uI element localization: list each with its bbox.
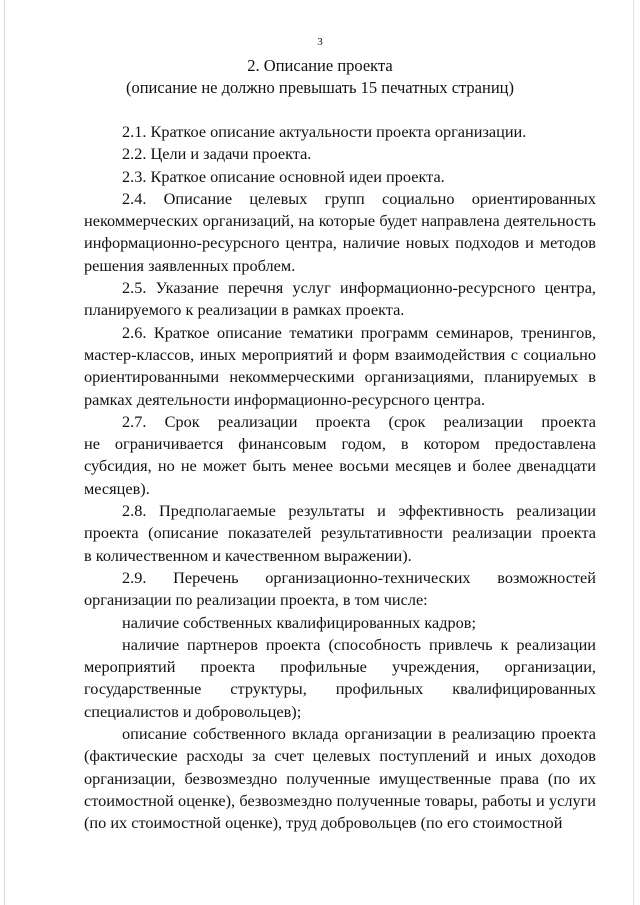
text-line: 2.9. Перечень организационно-технических возможностей xyxy=(122,567,596,587)
paragraph xyxy=(84,634,596,723)
text-line: ориентированными некоммерческими организациями, планируемых в xyxy=(84,367,596,387)
text-line: государственные структуры, профильных квалифицированных xyxy=(84,679,596,699)
scan-edge-right xyxy=(633,0,634,905)
page-number: 3 xyxy=(317,36,323,48)
text-line: (по их стоимостной оценке), труд добровольцев (по его стоимостной xyxy=(84,813,563,833)
text-line: 2.5. Указание перечня услуг информационно-ресурсного центра, xyxy=(122,278,596,298)
text-line: субсидия, но не может быть менее восьми месяцев и более двенадцати xyxy=(84,456,596,476)
paragraph xyxy=(84,500,596,567)
text-line: в количественном и качественном выражении). xyxy=(84,545,412,565)
text-line: 2.1. Краткое описание актуальности проекта организации. xyxy=(122,122,527,141)
paragraph xyxy=(84,612,596,634)
text-line: специалистов и добровольцев); xyxy=(84,701,302,721)
paragraph xyxy=(84,411,596,500)
text-line: наличие партнеров проекта (способность привлечь к реализации xyxy=(122,634,596,654)
text-line: месяцев). xyxy=(84,478,150,498)
text-line: описание собственного вклада организации в реализацию проекта xyxy=(122,724,596,744)
text-line: решения заявленных проблем. xyxy=(84,255,296,275)
text-line: мастер-классов, иных мероприятий и форм взаимодействия с социально xyxy=(84,344,596,364)
paragraph xyxy=(84,143,596,165)
paragraph xyxy=(84,322,596,411)
paragraph xyxy=(84,121,596,143)
paragraph xyxy=(84,567,596,612)
paragraph xyxy=(84,166,596,188)
text-line: проекта (описание показателей результативности реализации проекта xyxy=(84,523,596,543)
paragraph xyxy=(84,723,596,834)
text-line: планируемого к реализации в рамках проекта. xyxy=(84,300,405,320)
scan-edge-left xyxy=(4,0,5,905)
text-line: 2.3. Краткое описание основной идеи проекта. xyxy=(122,166,445,186)
text-line: 2.2. Цели и задачи проекта. xyxy=(122,144,312,164)
paragraph xyxy=(84,188,596,277)
text-line: 2.6. Краткое описание тематики программ семинаров, тренингов, xyxy=(122,322,596,342)
text-line: мероприятий проекта профильные учреждения, организации, xyxy=(84,657,596,677)
text-line: информационно-ресурсного центра, наличие новых подходов и методов xyxy=(84,233,596,253)
text-line: рамках деятельности информационно-ресурсного центра. xyxy=(84,389,486,409)
text-line: 2.8. Предполагаемые результаты и эффективность реализации xyxy=(122,501,596,521)
section-title: 2. Описание проекта xyxy=(247,56,393,75)
text-line: некоммерческих организаций, на которые будет направлена деятельность xyxy=(84,211,596,231)
text-line: 2.4. Описание целевых групп социально ориентированных xyxy=(122,188,596,208)
section-subtitle: (описание не должно превышать 15 печатных страниц) xyxy=(125,78,514,97)
text-line: не ограничивается финансовым годом, в котором предоставлена xyxy=(84,434,596,454)
document-body xyxy=(84,121,596,835)
text-line: стоимостной оценке), безвозмездно полученные товары, работы и услуги xyxy=(84,790,596,810)
text-line: организации по реализации проекта, в том числе: xyxy=(84,590,428,610)
text-line: (фактические расходы за счет целевых поступлений и иных доходов xyxy=(84,746,596,766)
paragraph xyxy=(84,277,596,322)
text-line: наличие собственных квалифицированных кадров; xyxy=(122,612,477,632)
text-line: 2.7. Срок реализации проекта (срок реализации проекта xyxy=(122,411,596,431)
text-line: организации, безвозмездно полученные имущественные права (по их xyxy=(84,768,596,788)
